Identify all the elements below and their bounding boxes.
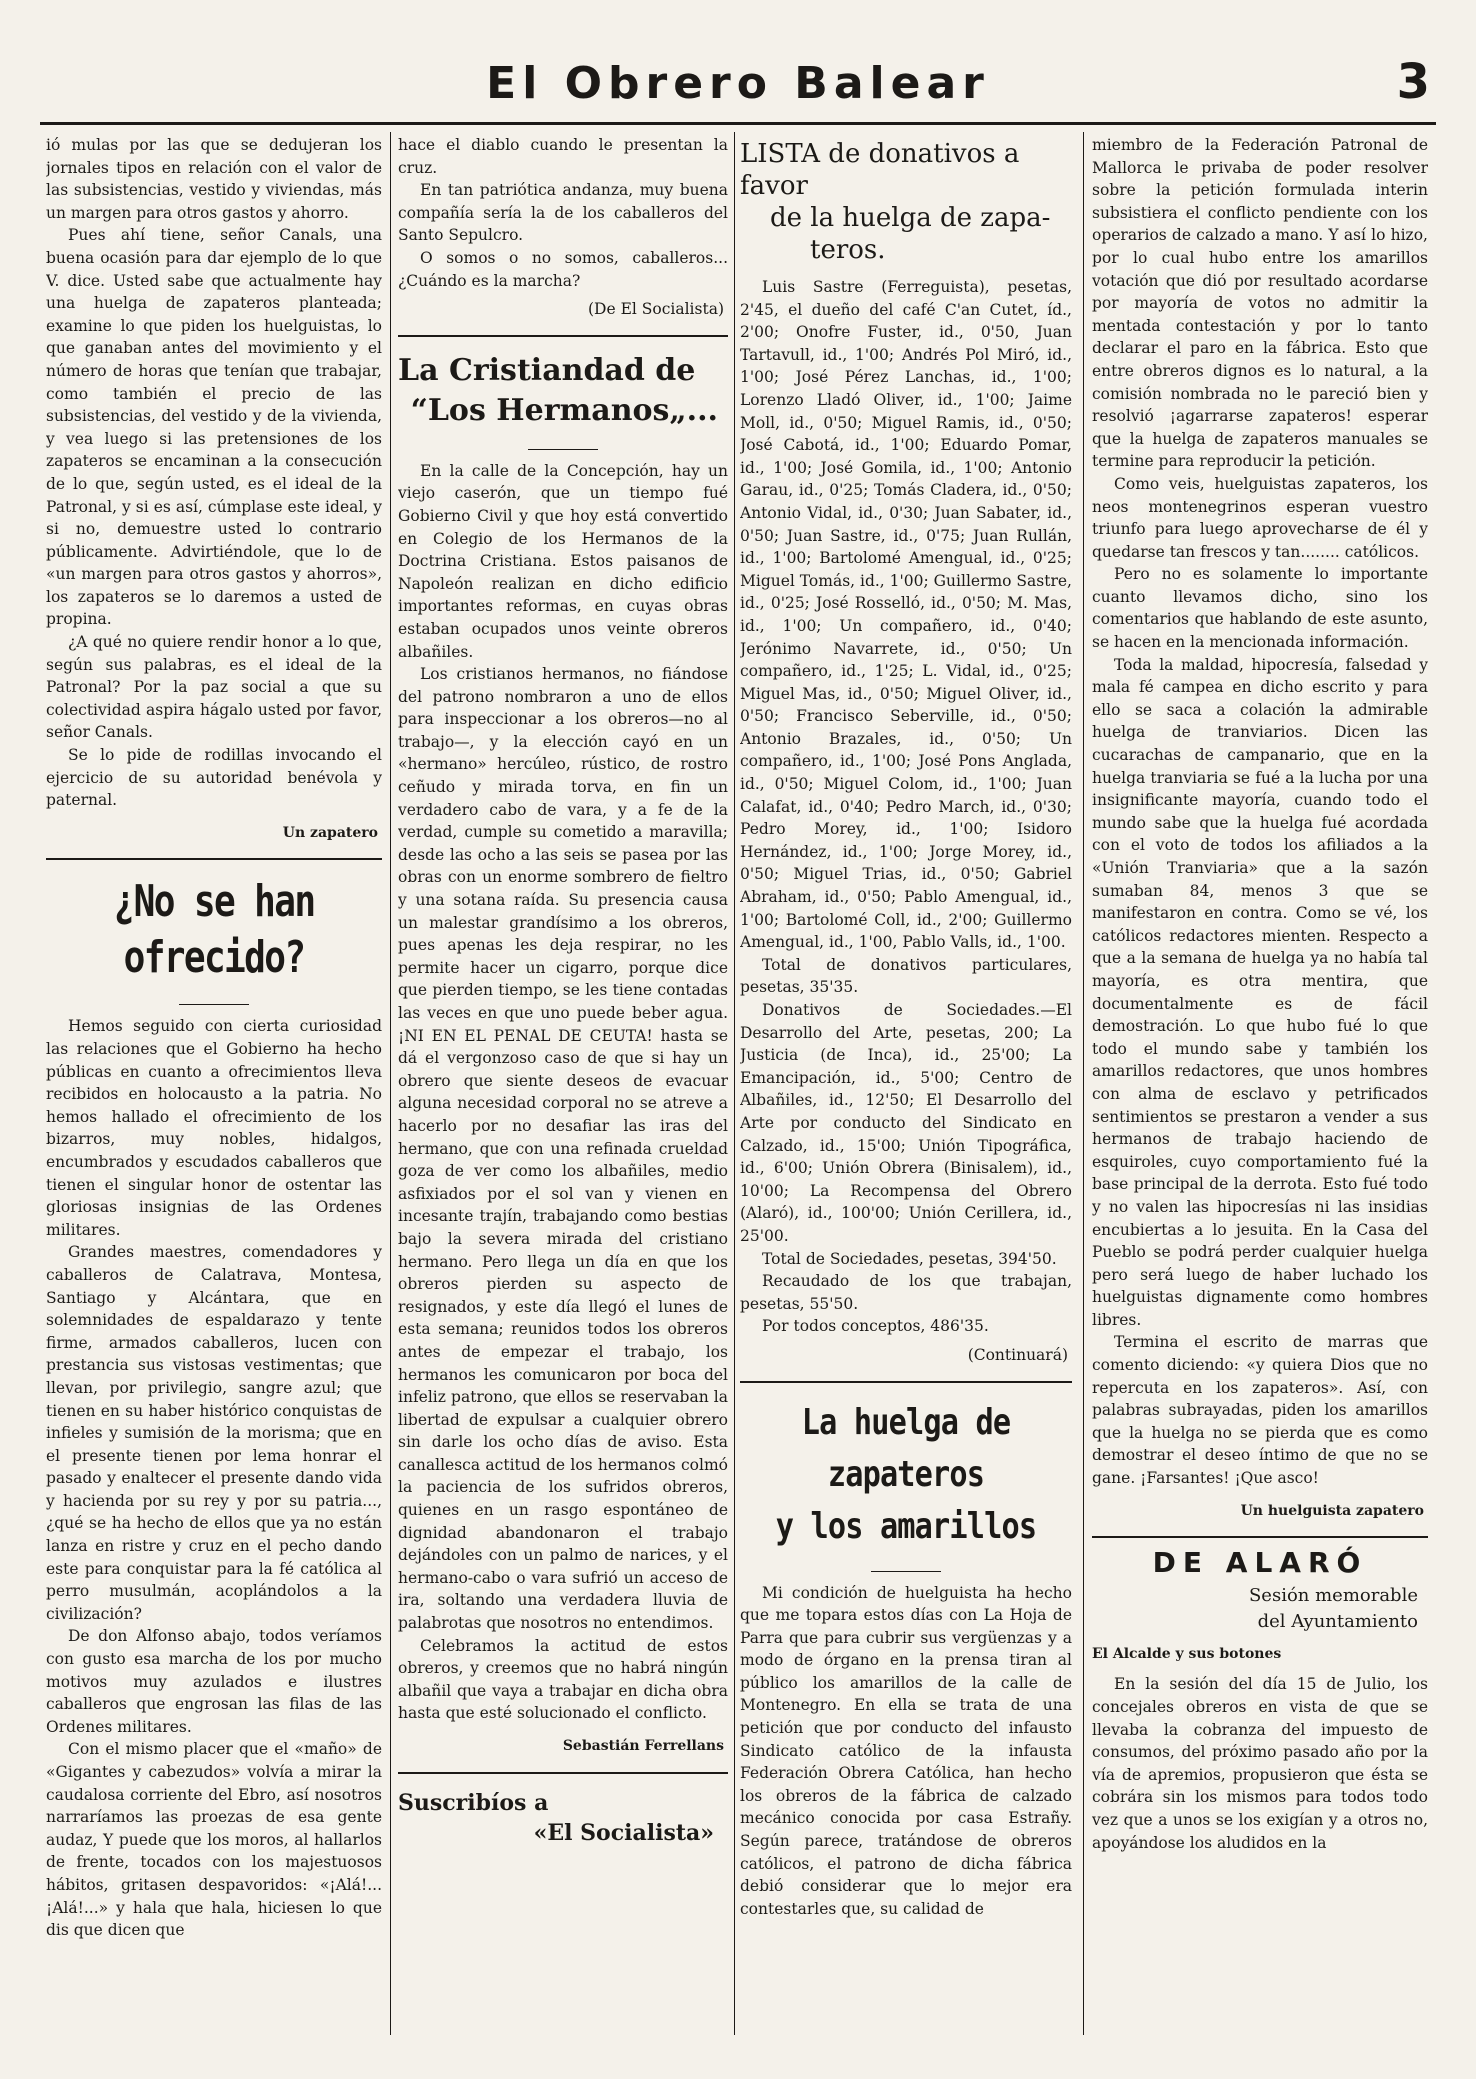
paragraph: Los cristianos hermanos, no fiándose del patrono nombraron a uno de ellos para inspeccionar a los obreros—no al trabajo—, y la elección cayó en un «hermano» hercúleo, rústico, de rostro ceñudo y mirada torva, en fin un verdadero cabo de vara, y a fe de la verdad, cumple su cometido a maravilla; desde las ocho a las seis se pasea por las obras con un enorme sombrero de fieltro y una sotana raída. Su presencia causa un malestar grandísimo a los obreros, pues apenas les deja respirar, no les permite hacer un cigarro, porque dice que pierden tiempo, se les tiene contadas las veces en que uno puede beber agua. ¡NI EN EL PENAL DE CEUTA! hasta se dá el vergonzoso caso de que si hay un obrero que siente deseos de evacuar alguna necesidad corporal no se atreve a hacerlo por no desafiar las iras del hermano, que con una refinada crueldad goza de ver como los albañiles, medio asfixiados por el sol van y vienen en incesante trajín, trabajando como bestias bajo la severa mirada del cristiano hermano. Pero llega un día en que los obreros pierden su aspecto de resignados, y este día llegó el lunes de esta semana; reunidos todos los obreros antes de empezar el trabajo, los hermanos les comunicaron por boca del infeliz patrono, que ellos se reservaban la libertad de expulsar a cualquier obrero sin darle los ocho días de aviso. Esta canallesca actitud de los hermanos colmó la paciencia de los sufridos obreros, quienes en un rasgo espontáneo de dignidad abandonaron el trabajo dejándoles con un palmo de narices, y el hermano-cabo o vara sufrió un acceso de ira, soltando una verdadera lluvia de palabrotas que nosotros no entendimos. (398, 665, 728, 1633)
source-credit: (De El Socialista) (588, 300, 724, 319)
column-3 (740, 134, 1072, 2034)
headline-line: “Los Hermanos„... (410, 392, 718, 428)
column-1 (46, 134, 382, 2034)
column-divider (1083, 132, 1084, 2035)
paragraph: Recaudado de los que trabajan, pesetas, 55'50. (740, 1272, 1072, 1313)
paragraph: Mi condición de huelguista ha hecho que me topara estos días con La Hoja de Parra que para cubrir sus vergüenzas y a modo de órgano en la prensa tiran al público los amarillos de la calle de Montenegro. En ella se trata de una petición que por conducto del infausto Sindicato católico de la infausta Federación Obrera Católica, han hecho los obreros de la fábrica de calzado mecánico conocida por casa Estrañy. Según parece, tratándose de obreros católicos, el patrono de dicha fábrica debió considerar que lo mejor era contestarles que, su calidad de (740, 1583, 1072, 1918)
headline-line: de la huelga de zapa- (770, 203, 1051, 233)
paragraph: Toda la maldad, hipocresía, falsedad y mala fé campea en dicho escrito y para ello se saca a colación la admirable huelga de tranviarios. Dicen las cucarachas de campanario, que en la huelga tranviaria se fué a la lucha por una insignificante mayoría, cuando todo el mundo sabe que la huelga fué acordada con el voto de todos los afiliados a la «Unión Tranviaria» que a la sazón sumaban 84, menos 3 que se manifestaron en contra. Como se vé, los católicos redactores mienten. Respecto a que a la semana de huelga ya no había tal mayoría, es otra mentira, que documentalmente es de fácil demostración. Lo que hubo fué lo que todo el mundo sabe y también los amarillos redactores, que unos hombres con alma de esclavo y petrificados sentimientos se prestaron a vender a sus hermanos de trabajo haciendo de esquiroles, cuyo comportamiento fué la base principal de la derrota. Esto fué todo y no valen las hipocresías ni las insidias encubiertas a lo jesuita. En la Casa del Pueblo se podrá perder cualquier huelga pero será luego de haber luchado los huelguistas dignamente como hombres libres. (1092, 655, 1428, 1329)
paragraph: Se lo pide de rodillas invocando el ejercicio de su autoridad benévola y paternal. (46, 746, 382, 810)
headline-huelga-zapateros (767, 1397, 1046, 1553)
headline-line: LISTA de donativos a favor (740, 139, 1020, 201)
headline-line: teros. (810, 235, 886, 265)
headline-line: La huelga de zapateros (801, 1401, 1011, 1495)
paragraph: En tan patriótica andanza, muy buena compañía sería la de los caballeros del Santo Sepulcro. (398, 181, 728, 245)
paragraph: Termina el escrito de marras que comento diciendo: «y quiera Dios que no repercuta en los zapateros». Así, con palabras subrayadas, piden los amarillos que la huelga no se pierda que es como demostrar el deseo íntimo de que no se gane. ¡Farsantes! ¡Que asco! (1092, 1333, 1428, 1488)
subheadline (1092, 1583, 1418, 1635)
paragraph: En la sesión del día 15 de Julio, los concejales obreros en vista de que se llevaba la cobranza del impuesto de consumos, del próximo pasado año por la vía de apremios, propusieron que ésta se cobrára sin los mismos para todos todo vez que a unos se los exigían y a otros no, apoyándose los aludidos en la (1092, 1675, 1428, 1852)
newspaper-title: El Obrero Balear (486, 58, 990, 109)
paragraph: Con el mismo placer que el «maño» de «Gigantes y cabezudos» volvía a mirar la caudalosa corriente del Ebro, así nosotros narraríamos las proezas de esa gente audaz, Y puede que los moros, al hallarlos de frente, tocados con los majestuosos hábitos, gritasen despavoridos: «¡Alá!... ¡Alá!...» y hala que hala, hiciesen lo que dis que dicen que (46, 1740, 382, 1940)
masthead (40, 52, 1436, 125)
headline-line: Suscribíos a (398, 1789, 549, 1816)
paragraph: Por todos conceptos, 486'35. (762, 1317, 989, 1336)
signature: Sebastián Ferrellans (562, 1738, 724, 1754)
paragraph: Total de Sociedades, pesetas, 394'50. (762, 1249, 1057, 1268)
continued-note: (Continuará) (967, 1345, 1068, 1364)
paragraph: miembro de la Federación Patronal de Mallorca le privaba de poder resolver sobre la petición formulada interin subsistiera el conflicto pendiente con los operarios de calzado a mano. Y así lo hizo, por lo cual hubo entre los amarillos votación que dió por resultado acordarse por mayoría de votos no admitir la mentada contestación y por lo tanto declarar el paro en la fábrica. Esto que entre obreros dignos es lo natural, a la comisión nombrada no le pareció bien y resolvió ¡agarrarse zapateros! esperar que la huelga de zapateros manuales se termine para reproducir la petición. (1092, 136, 1428, 471)
divider (179, 1004, 249, 1005)
section-label: El Alcalde y sus botones (1092, 1645, 1282, 1662)
divider (1092, 1536, 1428, 1538)
paragraph: hace el diablo cuando le presentan la cruz. (398, 136, 728, 177)
paragraph: En la calle de la Concepción, hay un viejo caserón, que un tiempo fué Gobierno Civil y que hoy está convertido en Colegio de los Hermanos de la Doctrina Cristiana. Estos paisanos de Napoleón realizan en dicho edificio importantes reformas, en cuyas obras estaban ocupados unos veinte obreros albañiles. (398, 461, 728, 661)
column-divider (390, 132, 391, 2035)
paragraph: Pero no es solamente lo importante cuanto llevamos dicho, sino los comentarios que hablando de este asunto, se hacen en la mencionada información. (1092, 565, 1428, 652)
paragraph: De don Alfonso abajo, todos veríamos con gusto esa marcha de los por mucho motivos muy azulados e ilustres caballeros que engrosan las filas de las Ordenes militares. (46, 1627, 382, 1736)
headline-line: La Cristiandad de (398, 352, 696, 388)
divider (740, 1381, 1072, 1383)
column-4 (1092, 134, 1428, 2034)
column-2 (398, 134, 728, 2034)
headline-no-se-han-ofrecido: ¿No se han ofrecido? (113, 876, 315, 984)
headline-lista-donativos (740, 138, 1072, 266)
headline-cristiandad (398, 351, 728, 431)
headline-line: y los amarillos (775, 1505, 1037, 1547)
paragraph: Como veis, huelguistas zapateros, los neos montenegrinos esperan vuestro triunfo para luego aprovecharse de él y quedarse tan frescos y tan........ católicos. (1092, 474, 1428, 561)
paragraph: Hemos seguido con cierta curiosidad las relaciones que el Gobierno ha hecho públicas en cuanto a ofrecimientos lleva recibidos en holocausto a la patria. No hemos hallado el ofrecimiento de los bizarros, muy nobles, hidalgos, encumbrados y escudados caballeros que tienen el singular honor de ostentar las gloriosas insignias de las Ordenes militares. (46, 1017, 382, 1239)
paragraph: Donativos de Sociedades.—El Desarrollo del Arte, pesetas, 200; La Justicia (de Inca), id., 25'00; La Emancipación, id., 5'00; Centro de Albañiles, id., 12'50; El Desarrollo del Arte por conducto del Sindicato en Calzado, id., 15'00; Unión Tipográfica, id., 6'00; Unión Obrera (Binisalem), id., 10'00; La Recompensa del Obrero (Alaró), id., 100'00; Unión Cerillera, id., 25'00. (740, 1001, 1072, 1245)
headline-line: «El Socialista» (533, 1819, 714, 1846)
divider (46, 858, 382, 860)
divider (398, 335, 728, 337)
paragraph: ¿A qué no quiere rendir honor a lo que, según sus palabras, es el ideal de la Patronal? Por la paz social a que su colectividad aspira hágalo usted por favor, señor Canals. (46, 633, 382, 742)
subheadline-line: Sesión memorable (1248, 1584, 1418, 1606)
subheadline-line: del Ayuntamiento (1257, 1610, 1418, 1632)
signature: Un huelguista zapatero (1240, 1502, 1424, 1519)
paragraph: Grandes maestres, comendadores y caballeros de Calatrava, Montesa, Santiago y Alcántara, que en solemnidades de espaldarazo y tente firme, armados caballeros, lucen con prestancia sus vistosas vestimentas; que llevan, por privilegio, sangre azul; que tienen en su haber histórico conquistas de infieles y sumisión de la morisma; que en el presente tienen por lema honrar el pasado y enaltecer el presente dando vida y hacienda por su rey y por su patria..., ¿qué se ha hecho de ellos que ya no están lanza en ristre y cruz en el pecho dando este para conquistar para la fé católica al perro musulmán, acoplándolos a la civilización? (46, 1243, 382, 1623)
paragraph: Luis Sastre (Ferreguista), pesetas, 2'45, el dueño del café C'an Cutet, íd., 2'00; Onofre Fuster, id., 0'50, Juan Tartavull, id., 1'00; Andrés Pol Miró, id., 1'00; José Pérez Lanchas, id., 1'00; Lorenzo Lladó Oliver, id., 1'00; Jaime Moll, id., 0'50; Miguel Ramis, id., 0'50; José Cabotá, id., 1'00; Eduardo Pomar, id., 1'00; José Gomila, id., 1'00; Antonio Garau, id., 0'25; Tomás Cladera, id., 0'50; Antonio Vidal, id., 0'30; Juan Sabater, id., 0'50; Juan Sastre, id., 0'75; Juan Rullán, id., 1'00; Bartolomé Amengual, id., 0'25; Miguel Tomás, id., 1'00; Guillermo Sastre, id., 0'25; José Rosselló, id., 0'50; M. Mas, id., 1'00; Un compañero, id., 0'40; Jerónimo Navarrete, id., 0'50; Un compañero, id., 1'25; L. Vidal, id., 0'25; Miguel Mas, id., 0'50; Miguel Oliver, id., 0'50; Francisco Seberville, id., 0'50; Antonio Brazales, id., 0'50; Un compañero, id., 1'00; José Pons Anglada, id., 0'50; Miguel Colom, id., 1'00; Juan Calafat, id., 0'40; Pedro March, id., 0'30; Pedro Morey, id., 1'00; Isidoro Hernández, id., 1'00; Jorge Morey, id., 0'50; Miguel Trias, id., 0'50; Gabriel Abraham, id., 0'50; Pablo Amengual, id., 1'00; Bartolomé Coll, id., 2'00; Guillermo Amengual, id., 1'00, Pablo Valls, id., 1'00. (740, 278, 1072, 952)
headline-suscribios (398, 1788, 728, 1848)
paragraph: Celebramos la actitud de estos obreros, y creemos que no habrá ningún albañil que vaya a trabajar en dicha obra hasta que esté solucionado el conflicto. (398, 1636, 728, 1723)
divider (398, 1772, 728, 1774)
page-number: 3 (1396, 54, 1430, 110)
signature: Un zapatero (282, 824, 378, 841)
paragraph: Total de donativos particulares, pesetas, 35'35. (740, 955, 1072, 997)
paragraph: Pues ahí tiene, señor Canals, una buena ocasión para dar ejemplo de lo que V. dice. Usted sabe que actualmente hay una huelga de zapateros planteada; examine lo que piden los huelguistas, lo que ganaban antes del movimiento y el número de horas que tenían que trabajar, como también el precio de las subsistencias, del vestido y de la vivienda, y vea luego si las pretensiones de los zapateros se encaminan a la consecución de lo que, según usted, es el ideal de la Patronal, y si es así, cúmplase este ideal, y si no, demuestre usted lo contrario públicamente. Advirtiéndole, que lo de «un margen para otros gastos y ahorros», los zapateros se lo daremos a usted de propina. (46, 226, 382, 629)
paragraph: O somos o no somos, caballeros... ¿Cuándo es la marcha? (398, 248, 728, 290)
divider (528, 449, 598, 450)
column-divider (734, 132, 735, 2035)
headline-de-alaro: DE ALARÓ (1152, 1546, 1368, 1580)
divider (871, 1571, 941, 1572)
paragraph: ió mulas por las que se dedujeran los jornales tipos en relación con el valor de las subsistencias, vestido y viviendas, más un margen para otros gastos y ahorro. (46, 136, 382, 222)
